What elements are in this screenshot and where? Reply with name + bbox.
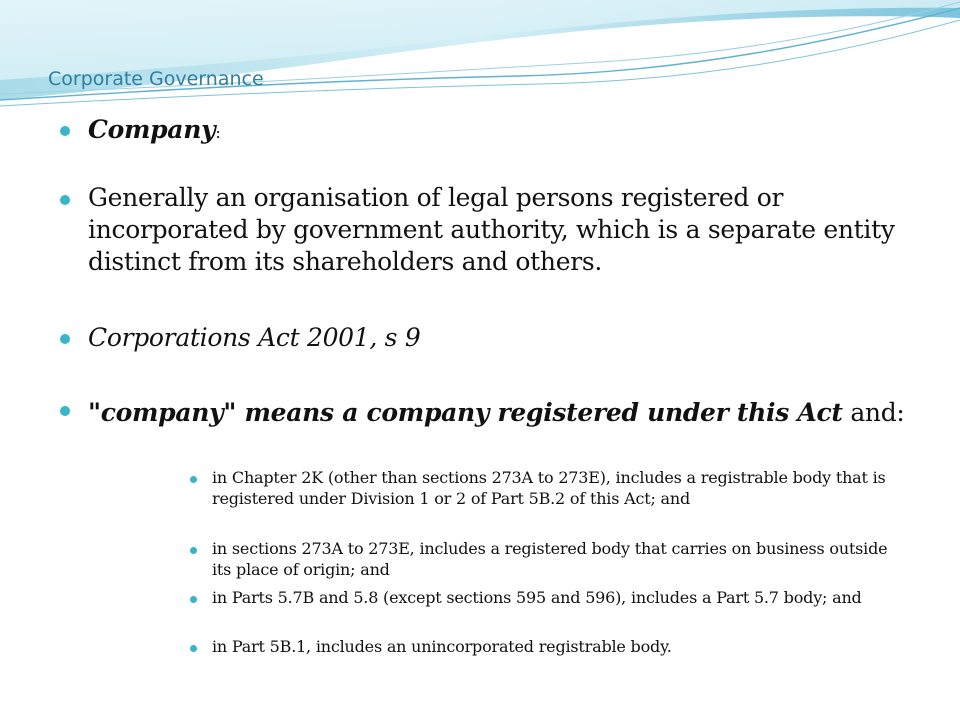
slide-title: Corporate Governance <box>48 68 264 90</box>
header-wave-decoration <box>0 0 960 130</box>
bullet-definition: Generally an organisation of legal persons registered or incorporated by government authority, which is a separate entity distinct from its shareholders and others. <box>88 183 895 276</box>
colon: : <box>215 123 221 142</box>
sub-bullet-chapter-2k: in Chapter 2K (other than sections 273A to 273E), includes a registrable body that is registered under Division 1 or 2 of Part 5B.2 of this Act; and <box>212 468 886 508</box>
company-meaning-rest: and: <box>842 398 905 427</box>
bullet-company <box>88 114 918 149</box>
sub-bullet-dot <box>190 645 197 652</box>
bullet-dot <box>60 195 70 205</box>
sub-bullet-sections-273: in sections 273A to 273E, includes a registered body that carries on business outside its place of origin; and <box>212 539 888 579</box>
sub-bullet-dot <box>190 476 197 483</box>
bullet-dot <box>60 126 70 136</box>
bullet-dot <box>60 406 70 416</box>
sub-bullet-dot <box>190 596 197 603</box>
bullet-company-meaning <box>88 397 918 429</box>
bullet-dot <box>60 334 70 344</box>
sub-bullet-dot <box>190 547 197 554</box>
company-meaning-emphasis: "company" means a company registered under this Act <box>88 398 843 427</box>
sub-bullet-part-5b1: in Part 5B.1, includes an unincorporated registrable body. <box>212 637 672 656</box>
sub-bullet-parts-57b: in Parts 5.7B and 5.8 (except sections 595 and 596), includes a Part 5.7 body; and <box>212 588 862 607</box>
company-heading: Company <box>88 115 216 144</box>
bullet-act-citation: Corporations Act 2001, s 9 <box>88 323 421 352</box>
